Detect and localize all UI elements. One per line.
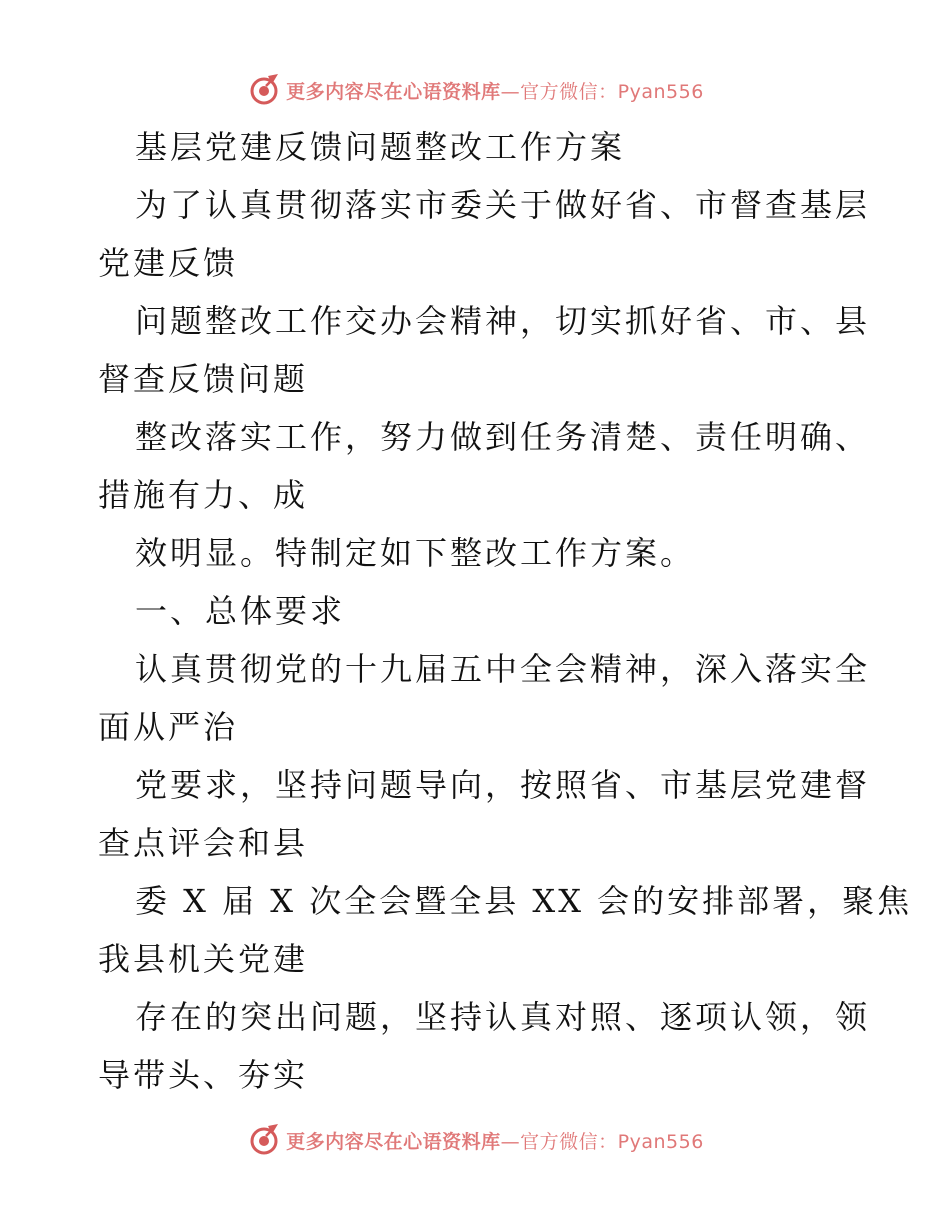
text-line: 一、总体要求 — [135, 592, 346, 630]
text-line: 措施有力、成 — [98, 476, 309, 514]
text-line: 导带头、夯实 — [98, 1056, 309, 1094]
text-line: 认真贯彻党的十九届五中全会精神，深入落实全 — [135, 650, 871, 688]
watermark-text-left: 更多内容尽在心语资料库 — [286, 80, 501, 103]
text-line: 存在的突出问题，坚持认真对照、逐项认领，领 — [135, 998, 871, 1036]
watermark-text — [286, 1127, 704, 1154]
text-line: 效明显。特制定如下整改工作方案。 — [135, 534, 696, 572]
text-line: 我县机关党建 — [98, 940, 309, 978]
text-line: 基层党建反馈问题整改工作方案 — [135, 128, 626, 166]
text-line: 面从严治 — [98, 708, 239, 746]
text-line: 委 X 届 X 次全会暨全县 XX 会的安排部署，聚焦 — [135, 882, 913, 920]
watermark-text-right: —官方微信：Pyan556 — [500, 1130, 704, 1153]
text-line: 问题整改工作交办会精神，切实抓好省、市、县 — [135, 302, 871, 340]
brush-logo-icon — [246, 1122, 282, 1158]
text-line: 党建反馈 — [98, 244, 239, 282]
text-line: 督查反馈问题 — [98, 360, 309, 398]
text-line: 整改落实工作，努力做到任务清楚、责任明确、 — [135, 418, 871, 456]
text-line: 党要求，坚持问题导向，按照省、市基层党建督 — [135, 766, 871, 804]
document-body — [98, 118, 913, 1104]
text-line: 为了认真贯彻落实市委关于做好省、市督查基层 — [135, 186, 871, 224]
watermark-text-right: —官方微信：Pyan556 — [500, 80, 704, 103]
watermark-text-left: 更多内容尽在心语资料库 — [286, 1130, 501, 1153]
text-line: 查点评会和县 — [98, 824, 309, 862]
footer-watermark-banner — [0, 1120, 950, 1160]
header-watermark-banner — [0, 70, 950, 110]
brush-logo-icon — [246, 72, 282, 108]
watermark-text — [286, 77, 704, 104]
